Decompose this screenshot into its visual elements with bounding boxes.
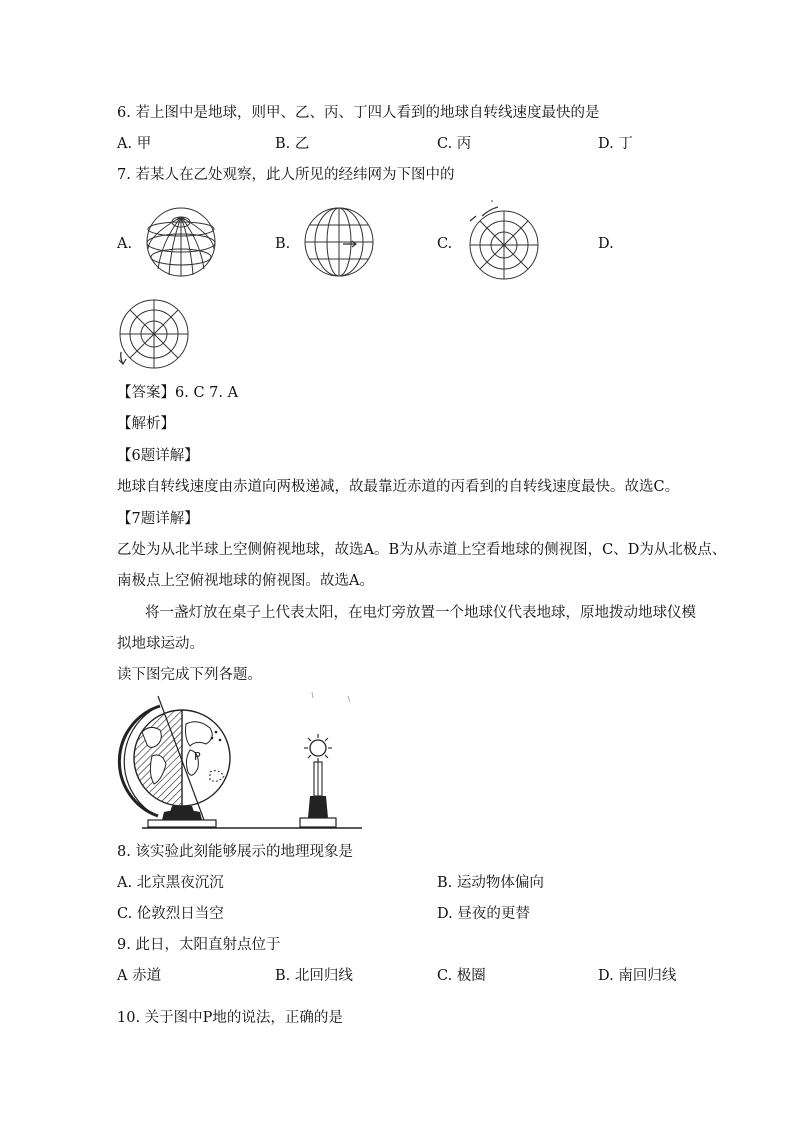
q8-option-b[interactable]: B. 运动物体偏向 [437,875,544,891]
q8-option-a[interactable]: A. 北京黑夜沉沉 [117,875,224,891]
q6-option-a[interactable]: A. 甲 [117,136,152,152]
q8-option-d[interactable]: D. 昼夜的更替 [437,906,530,922]
read-prompt: 读下图完成下列各题。 [117,667,262,683]
q7-detail-line-1: 乙处为从北半球上空侧俯视地球，故选A。B为从赤道上空看地球的侧视图，C、D为从北极点、 [117,542,727,558]
globe-option-b [303,205,375,279]
globe-option-c [462,196,542,288]
q6-detail-header: 【6题详解】 [117,448,199,464]
globe-option-a [144,205,218,279]
lamp-sun-model [300,692,350,827]
analysis-header: 【解析】 [117,416,175,432]
q8-stem: 8. 该实验此刻能够展示的地理现象是 [117,844,353,860]
figure-label-p: P [194,750,201,763]
q6-option-b[interactable]: B. 乙 [275,136,310,152]
q8-option-c[interactable]: C. 伦敦烈日当空 [117,906,224,922]
q7-option-c-label[interactable]: C. [437,236,453,252]
q9-option-c[interactable]: C. 极圈 [437,968,486,984]
q10-stem: 10. 关于图中P地的说法，正确的是 [117,1010,343,1026]
q9-option-a[interactable]: A 赤道 [117,968,162,984]
globe-option-d [115,296,191,372]
q6-option-d[interactable]: D. 丁 [598,136,633,152]
q6-option-c[interactable]: C. 丙 [437,136,472,152]
q7-option-a-label[interactable]: A. [117,236,133,252]
q7-detail-header: 【7题详解】 [117,511,199,527]
answer-line: 【答案】6. C 7. A [117,385,239,401]
intro-line-2: 拟地球运动。 [117,636,204,652]
q6-detail-text: 地球自转线速度由赤道向两极递减，故最靠近赤道的丙看到的自转线速度最快。故选C。 [117,479,680,495]
globe-lamp-figure [112,688,372,836]
q7-stem: 7. 若某人在乙处观察，此人所见的经纬网为下图中的 [117,167,455,183]
q9-stem: 9. 此日，太阳直射点位于 [117,937,281,953]
q9-option-b[interactable]: B. 北回归线 [275,968,353,984]
q7-option-b-label[interactable]: B. [275,236,291,252]
intro-line-1: 将一盏灯放在桌子上代表太阳，在电灯旁放置一个地球仪代表地球，原地拨动地球仪模 [145,605,696,621]
q7-detail-line-2: 南极点上空俯视地球的俯视图。故选A。 [117,573,374,589]
q9-option-d[interactable]: D. 南回归线 [598,968,677,984]
q7-option-d-label[interactable]: D. [598,236,614,252]
q6-stem: 6. 若上图中是地球，则甲、乙、丙、丁四人看到的地球自转线速度最快的是 [117,105,600,121]
